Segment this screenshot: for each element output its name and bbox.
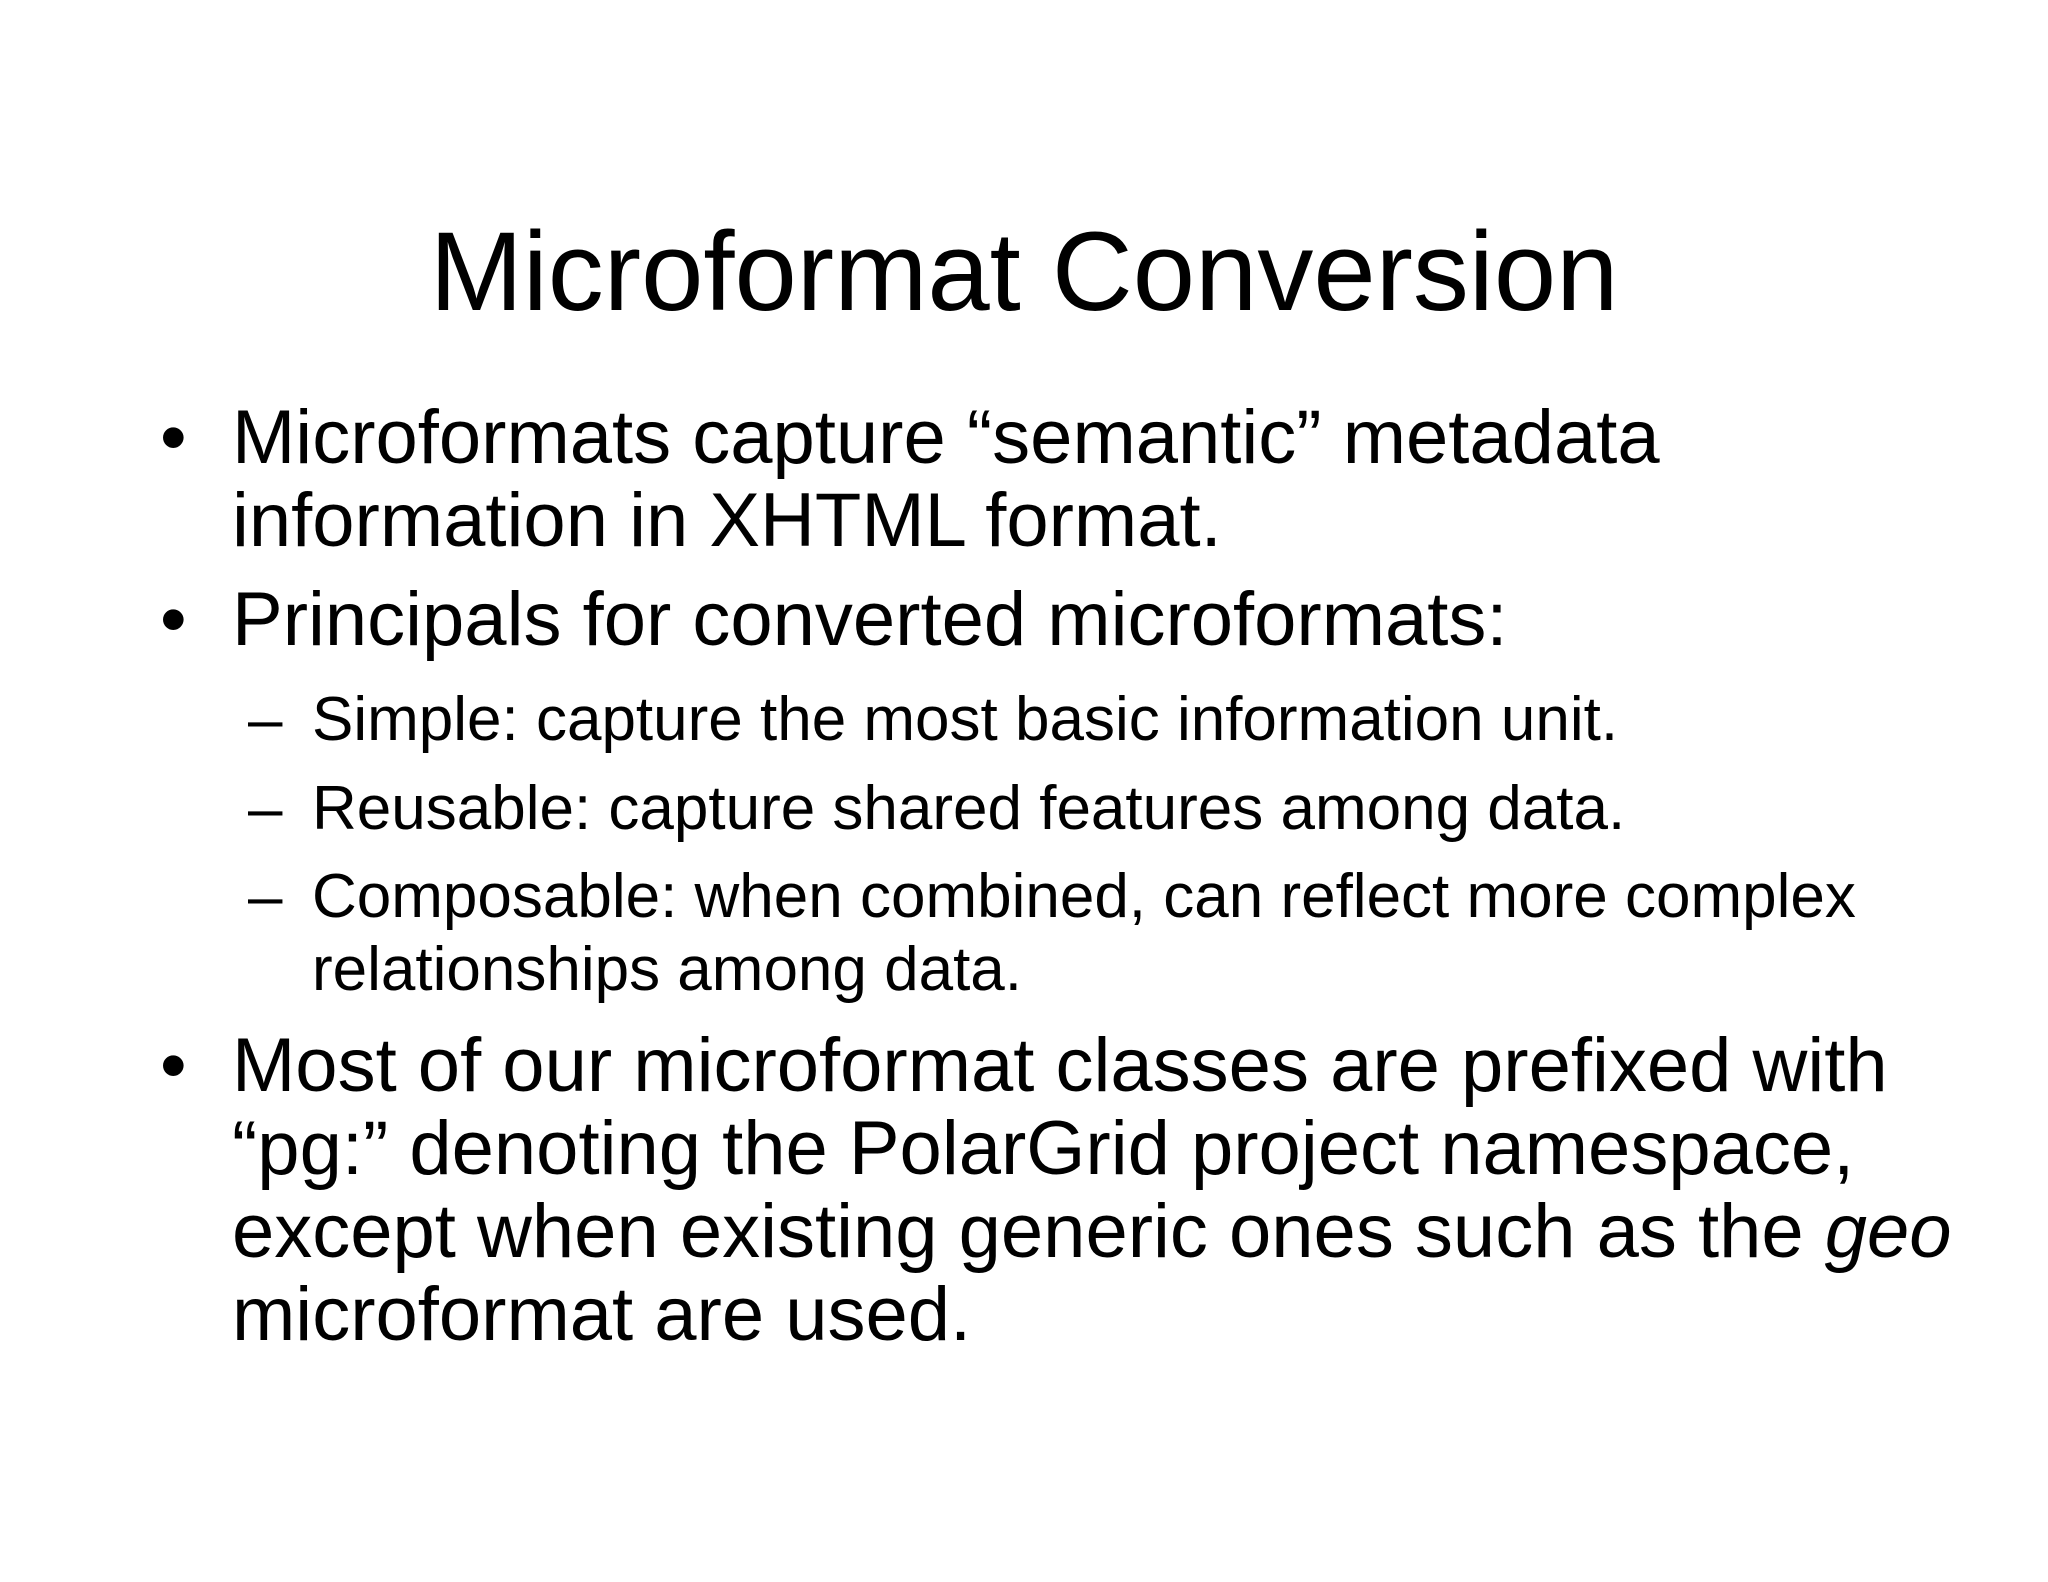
sub-bullet-marker: – bbox=[248, 862, 283, 931]
emphasized-term: geo bbox=[1824, 1189, 1952, 1274]
sub-bullet-item bbox=[248, 860, 1972, 1006]
bullet-text: Microformats capture “semantic” metadata information in XHTML format. bbox=[232, 395, 1660, 563]
sub-bullet-item bbox=[248, 772, 1972, 845]
bullet-marker: • bbox=[160, 577, 187, 662]
sub-bullet-text: Reusable: capture shared features among data. bbox=[312, 774, 1626, 843]
bullet-marker: • bbox=[160, 1023, 187, 1108]
bullet-item bbox=[160, 577, 1972, 662]
bullet-marker: • bbox=[160, 395, 187, 480]
sub-bullet-marker: – bbox=[248, 774, 283, 843]
bullet-text: Principals for converted microformats: bbox=[232, 577, 1508, 662]
sub-bullet-text: Simple: capture the most basic information unit. bbox=[312, 685, 1619, 754]
bullet-text bbox=[232, 1023, 1952, 1357]
bullet-text-part: Most of our microformat classes are prefixed with “pg:” denoting the PolarGrid project namespace, except when existing generic ones such as the bbox=[232, 1023, 1888, 1274]
bullet-text-part: microformat are used. bbox=[232, 1272, 972, 1357]
sub-bullet-text: Composable: when combined, can reflect more complex relationships among data. bbox=[312, 862, 1856, 1004]
sub-bullet-marker: – bbox=[248, 685, 283, 754]
sub-bullet-item bbox=[248, 683, 1972, 756]
bullet-item bbox=[160, 1023, 1972, 1357]
bullet-item bbox=[160, 395, 1972, 563]
slide-title: Microformat Conversion bbox=[429, 209, 1619, 334]
